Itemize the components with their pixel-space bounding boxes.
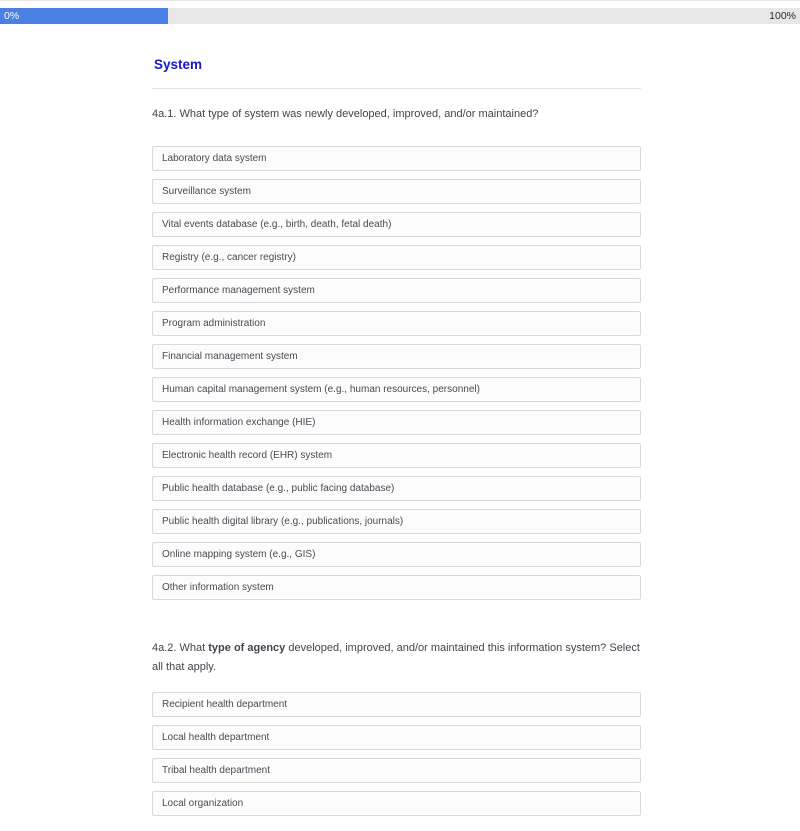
answer-option[interactable]: Other information system — [152, 575, 641, 600]
answer-option[interactable]: Public health digital library (e.g., publications, journals) — [152, 509, 641, 534]
answer-option[interactable]: Local organization — [152, 791, 641, 816]
question-4a2-options — [152, 692, 641, 816]
answer-option[interactable]: Human capital management system (e.g., human resources, personnel) — [152, 377, 641, 402]
answer-option[interactable]: Laboratory data system — [152, 146, 641, 171]
question-4a2-text-prefix: 4a.2. What — [152, 642, 209, 654]
answer-option[interactable]: Recipient health department — [152, 692, 641, 717]
question-4a1-options — [152, 146, 641, 600]
answer-option[interactable]: Performance management system — [152, 278, 641, 303]
question-4a2-block — [152, 639, 641, 816]
section-title: System — [154, 57, 203, 72]
answer-option[interactable]: Online mapping system (e.g., GIS) — [152, 542, 641, 567]
question-4a2-text-suffix: developed, improved, and/or maintained this information system? Select all that apply. — [152, 642, 640, 673]
section-divider — [152, 88, 641, 89]
answer-option[interactable]: Health information exchange (HIE) — [152, 410, 641, 435]
answer-option[interactable]: Local health department — [152, 725, 641, 750]
survey-content — [152, 57, 641, 816]
progress-bar-fill — [0, 8, 168, 24]
answer-option[interactable]: Tribal health department — [152, 758, 641, 783]
question-4a2-text — [152, 639, 641, 677]
progress-min-label: 0% — [4, 10, 20, 22]
question-4a2-text-bold: type of agency — [208, 642, 286, 654]
answer-option[interactable]: Electronic health record (EHR) system — [152, 443, 641, 468]
answer-option[interactable]: Registry (e.g., cancer registry) — [152, 245, 641, 270]
question-4a1-text: 4a.1. What type of system was newly developed, improved, and/or maintained? — [152, 108, 539, 120]
answer-option[interactable]: Vital events database (e.g., birth, death, fetal death) — [152, 212, 641, 237]
answer-option[interactable]: Financial management system — [152, 344, 641, 369]
progress-bar — [0, 8, 800, 24]
answer-option[interactable]: Public health database (e.g., public facing database) — [152, 476, 641, 501]
answer-option[interactable]: Program administration — [152, 311, 641, 336]
progress-max-label: 100% — [769, 10, 796, 22]
answer-option[interactable]: Surveillance system — [152, 179, 641, 204]
